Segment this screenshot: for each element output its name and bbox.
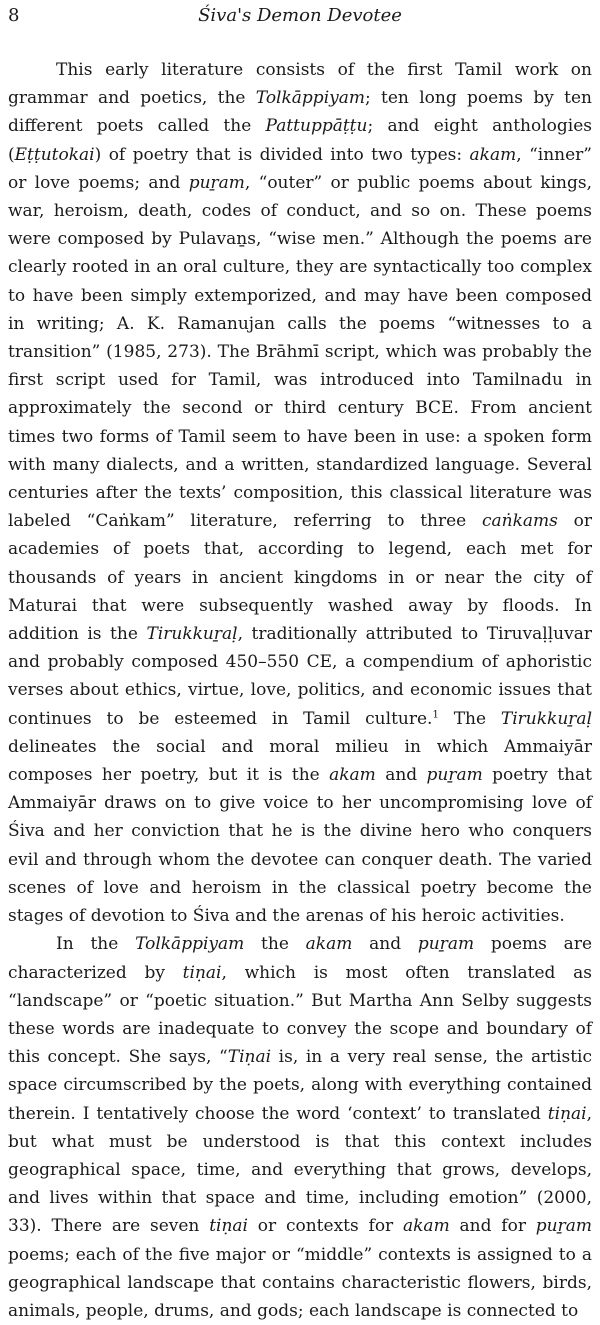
page-number: 8 — [8, 5, 20, 26]
paragraph — [8, 930, 592, 1325]
italic-term: caṅkams — [482, 511, 558, 532]
text-run: , which is most often translated as “landscape” or “poetic situation.” But Martha Ann Selby suggests these words are inadequate to convey the scope and boundary of this concept. She says, “ — [8, 962, 592, 1068]
text-run: delineates the social and moral milieu in which Ammaiyār composes her poetry, but it is the — [8, 736, 592, 786]
italic-term: tiṇai — [182, 962, 222, 983]
italic-term: Tiṇai — [227, 1047, 272, 1068]
italic-term: akam — [305, 934, 353, 955]
paragraph — [8, 56, 592, 930]
italic-term: puṟam — [188, 172, 245, 193]
running-head: Śiva's Demon Devotee — [198, 5, 402, 26]
text-run: and — [375, 765, 427, 786]
italic-term: puṟam — [426, 765, 483, 786]
italic-term: puṟam — [417, 934, 475, 955]
text-run: , traditionally attributed to Tiruvaḷḷuvar and probably composed 450–550 CE, a compendium of aphoristic verses about ethics, virtue, love, politics, and economic issues that continues to be esteemed in Tamil culture. — [8, 624, 592, 729]
text-run: , but what must be understood is that this context includes geographical space, time, and everything that grows, develops, and lives within that space and time, including emotion” (2000, 33). There are seven — [8, 1103, 592, 1237]
italic-term: Tirukkuṟaḷ — [500, 708, 593, 729]
italic-term: Tirukkuṟaḷ — [146, 624, 238, 645]
text-run: ; ten long poems by ten different poets called the — [8, 88, 592, 137]
italic-term: akam — [469, 144, 517, 165]
italic-term: Tolkāppiyam — [255, 88, 365, 109]
italic-term: tiṇai — [209, 1216, 248, 1237]
text-run: and for — [449, 1216, 536, 1237]
text-run: The — [438, 708, 501, 729]
text-run: poems are characterized by — [8, 934, 593, 983]
text-run: is, in a very real sense, the artistic space circumscribed by the poets, along with everything contained therein. I tentatively choose the word ‘context’ to translated — [8, 1047, 593, 1124]
text-run: , “outer” or public poems about kings, war, heroism, death, codes of conduct, and so on. These poems were composed by Pulavaṉs, “wise men.” Although the poems are clearly rooted in an oral culture, they are syntactically too complex to have been simply extemporized, and may have been composed in writing; A. K. Ramanujan calls the poems “witnesses to a transition” (1985, 273). The Brāhmī script, which was probably the first script used for Tamil, was introduced into Tamilnadu in approximately the second or third century BCE. From ancient times two forms of Tamil seem to have been in use: a spoken form with many dialects, and a written, standardized language. Several centuries after the texts’ composition, this classical literature was labeled “Caṅkam” literature, referring to three — [8, 172, 593, 532]
body-text — [8, 56, 592, 1325]
text-run: , “inner” or love poems; and — [8, 144, 592, 193]
text-run: or academies of poets that, according to legend, each met for thousands of years in ancient kingdoms in or near the city of Maturai that were subsequently washed away by floods. In addition is the — [8, 511, 593, 645]
text-run: In the — [56, 934, 136, 955]
text-run: poetry that Ammaiyār draws on to give voice to her uncompromising love of Śiva and her conviction that he is the divine hero who conquers evil and through whom the devotee can conquer death. The varied scenes of love and heroism in the classical poetry become the stages of devotion to Śiva and the arenas of his heroic activities. — [8, 765, 593, 927]
italic-term: akam — [329, 765, 376, 786]
italic-term: Tolkāppiyam — [135, 934, 245, 955]
text-run: and — [352, 934, 418, 955]
italic-term: puṟam — [535, 1216, 592, 1237]
italic-term: tiṇai — [547, 1103, 587, 1124]
italic-term: Pattuppāṭṭu — [265, 116, 368, 137]
text-run: the — [244, 934, 306, 955]
text-run: poems; each of the five major or “middle” contexts is assigned to a geographical landscape that contains characteristic flowers, birds, animals, people, drums, and gods; each landscape is connected to — [8, 1244, 592, 1321]
page-header — [8, 4, 592, 34]
italic-term: Eṭṭutokai — [14, 144, 95, 165]
text-run: or contexts for — [247, 1216, 403, 1237]
text-run: ) of poetry that is divided into two types: — [94, 144, 470, 165]
italic-term: akam — [403, 1216, 450, 1237]
text-run: This early literature consists of the first Tamil work on grammar and poetics, the — [8, 60, 592, 109]
footnote-marker: 1 — [432, 709, 439, 721]
text-run: ; and eight anthologies ( — [8, 116, 592, 165]
